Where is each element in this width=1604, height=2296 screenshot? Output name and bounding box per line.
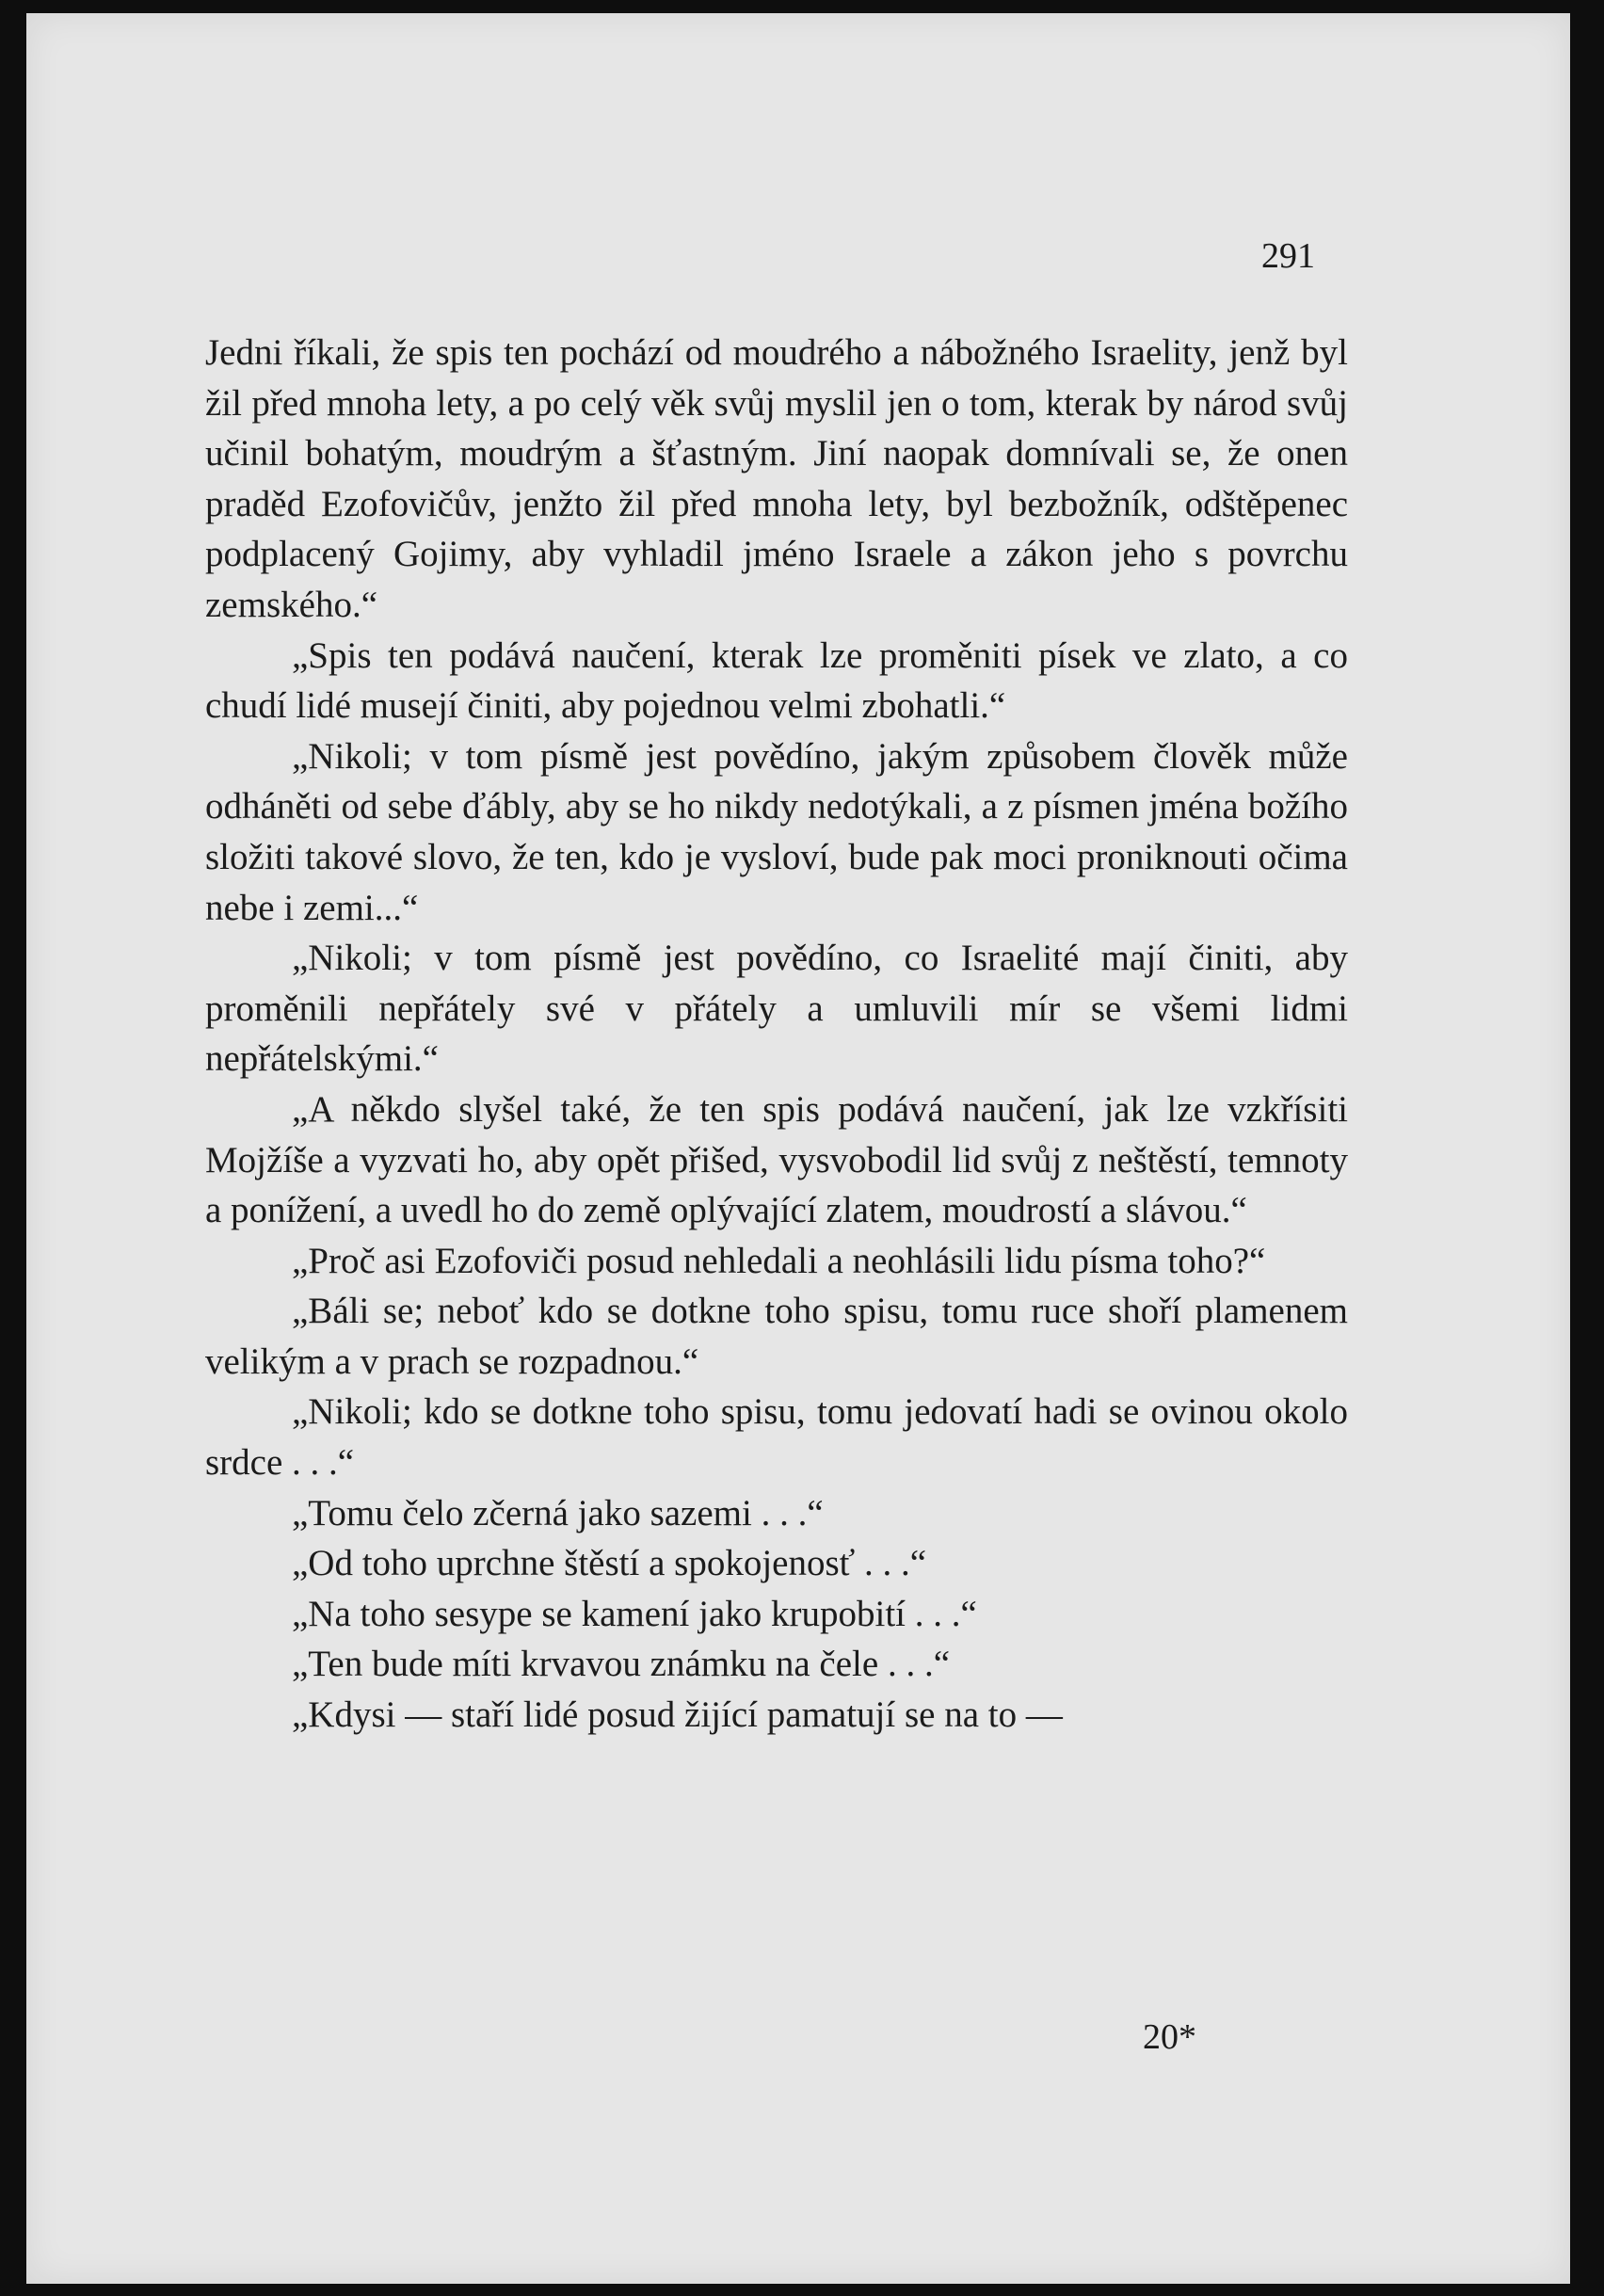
paragraph: „Kdysi — staří lidé posud žijící pamatují se na to — bbox=[292, 1694, 1063, 1736]
paragraph: „Nikoli; v tom písmě jest povědíno, co Israelité mají činiti, aby proměnili nepřátely své v přátely a umluvili mír se všemi lidmi nepřátelskými.“ bbox=[205, 938, 1348, 1080]
paragraph: „Na toho sesype se kamení jako krupobití . . .“ bbox=[292, 1593, 977, 1634]
signature-mark: 20* bbox=[1143, 2017, 1196, 2057]
paragraph: „A někdo slyšel také, že ten spis podává naučení, jak lze vzkřísiti Mojžíše a vyzvati ho, aby opět přišed, vysvobodil lid svůj z neštěstí, temnoty a ponížení, a uvedl ho do země oplývající zlatem, moudrostí a slávou.“ bbox=[205, 1088, 1348, 1231]
body-text bbox=[205, 328, 1348, 1741]
page-number: 291 bbox=[1261, 236, 1315, 276]
paragraph: „Nikoli; v tom písmě jest povědíno, jakým způsobem člověk může odháněti od sebe ďábly, aby se ho nikdy nedotýkali, a z písmen jména božího složiti takové slovo, že ten, kdo je vysloví, bude pak moci proniknouti očima nebe i zemi...“ bbox=[205, 735, 1348, 928]
paragraph: Jedni říkali, že spis ten pochází od moudrého a nábožného Israelity, jenž byl žil před mnoha lety, a po celý věk svůj myslil jen o tom, kterak by národ svůj učinil bohatým, moudrým a šťastným. Jiní naopak domnívali se, že onen praděd Ezofovičův, jenžto žil před mnoha lety, byl bezbožník, odštěpenec podplacený Gojimy, aby vyhladil jméno Israele a zákon jeho s povrchu zemského.“ bbox=[205, 332, 1348, 625]
paragraph: „Od toho uprchne štěstí a spokojenosť . . .“ bbox=[292, 1543, 927, 1584]
paragraph: „Ten bude míti krvavou známku na čele . . .“ bbox=[292, 1644, 951, 1685]
paragraph: „Tomu čelo zčerná jako sazemi . . .“ bbox=[292, 1492, 824, 1533]
paragraph: „Báli se; neboť kdo se dotkne toho spisu, tomu ruce shoří plamenem velikým a v prach se rozpadnou.“ bbox=[205, 1291, 1348, 1382]
book-page bbox=[26, 13, 1570, 2284]
paragraph: „Nikoli; kdo se dotkne toho spisu, tomu jedovatí hadi se ovinou okolo srdce . . .“ bbox=[205, 1391, 1348, 1484]
paragraph: „Spis ten podává naučení, kterak lze proměniti písek ve zlato, a co chudí lidé musejí činiti, aby pojednou velmi zbohatli.“ bbox=[205, 634, 1348, 727]
paragraph: „Proč asi Ezofoviči posud nehledali a neohlásili lidu písma toho?“ bbox=[292, 1240, 1266, 1281]
